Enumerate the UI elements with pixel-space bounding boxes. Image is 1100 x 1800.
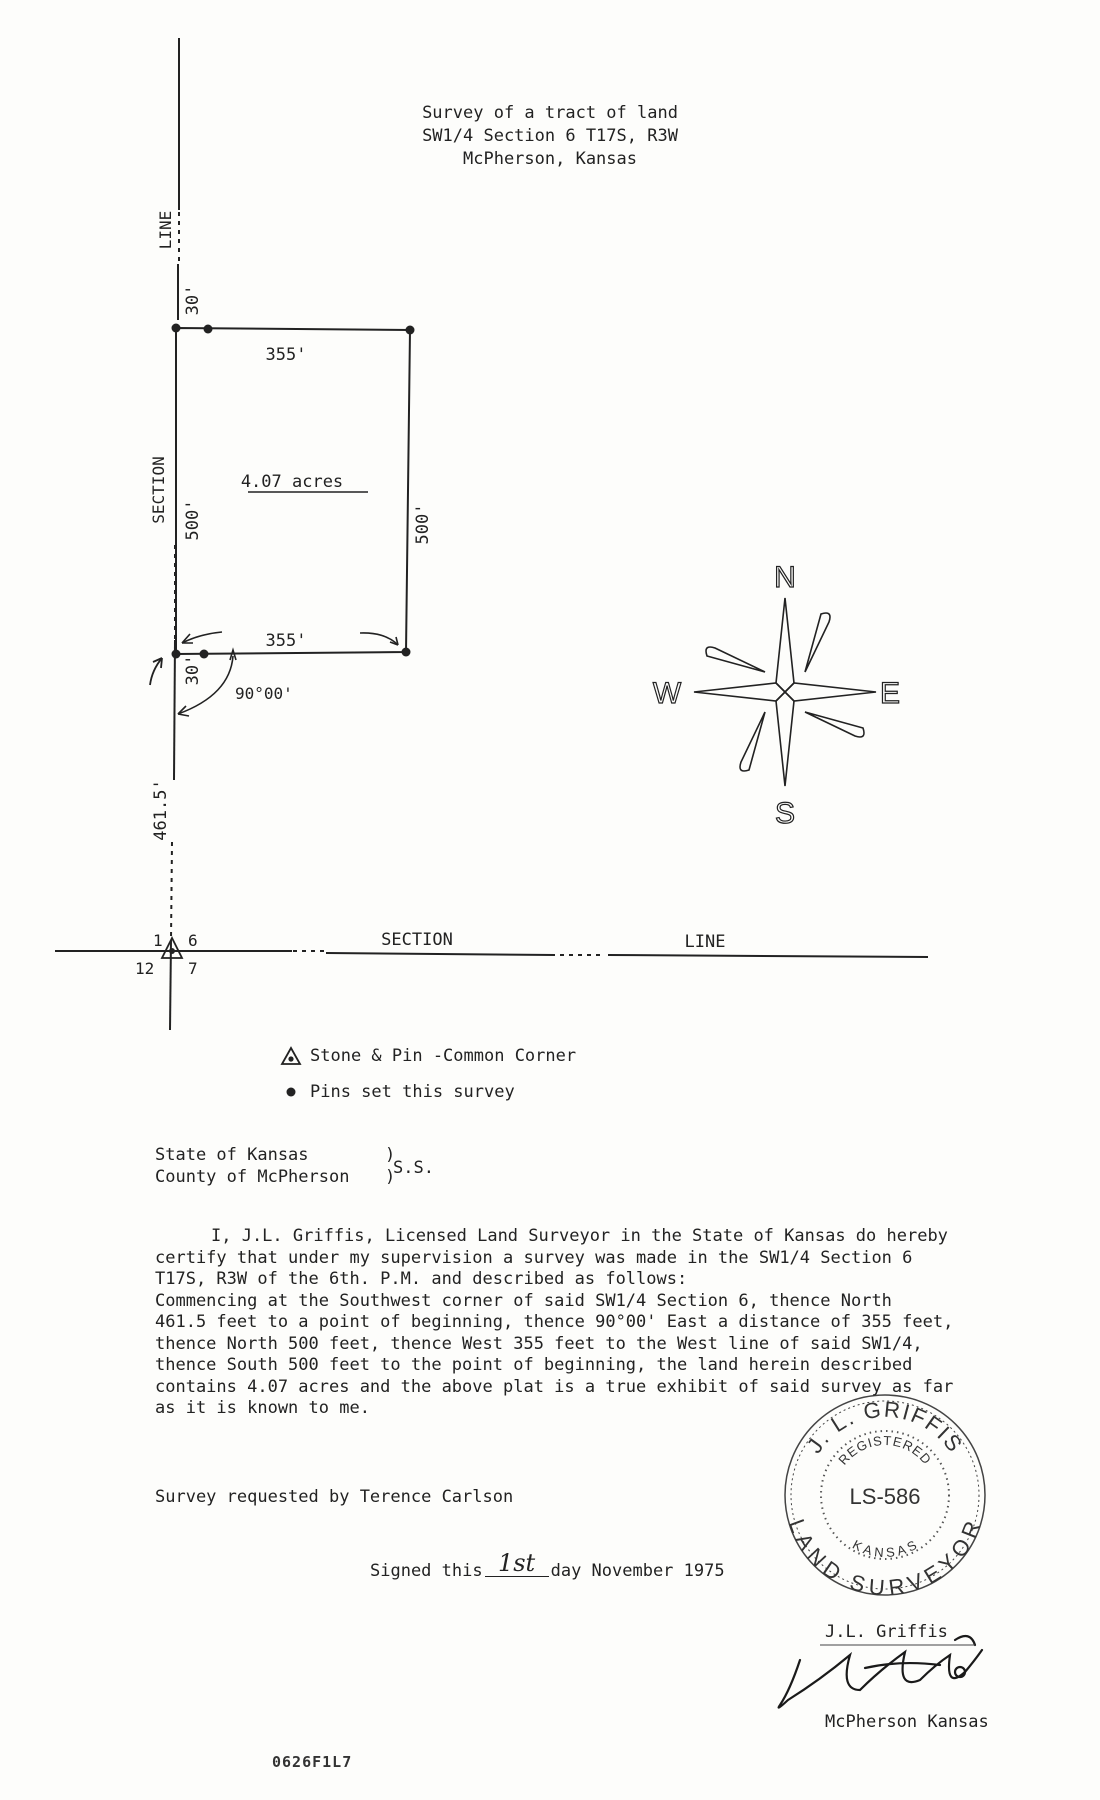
surveyor-city: McPherson Kansas bbox=[825, 1712, 989, 1732]
title-line-3: McPherson, Kansas bbox=[463, 149, 637, 169]
west-side-length: 500' bbox=[183, 499, 203, 541]
pin-north-offset bbox=[204, 325, 213, 334]
west-section-line-dash-3 bbox=[171, 842, 172, 940]
handwritten-signature bbox=[779, 1636, 982, 1708]
south-side-length: 355' bbox=[265, 631, 307, 651]
pin-northeast bbox=[406, 326, 415, 335]
south-section-line-mid bbox=[326, 953, 555, 955]
south-line-label-right: LINE bbox=[684, 932, 726, 952]
west-line-label-top: LINE bbox=[156, 210, 175, 250]
signed-day: 1st bbox=[485, 1550, 549, 1577]
west-section-line-lower bbox=[174, 640, 175, 780]
common-corner-pin bbox=[169, 948, 175, 954]
seal-text-top: J. L. GRIFFIS bbox=[801, 1396, 969, 1458]
pin-northwest bbox=[172, 324, 181, 333]
legend-stone-row bbox=[280, 1046, 576, 1066]
certificate-line-4: Commencing at the Southwest corner of said SW1/4 Section 6, thence North bbox=[155, 1290, 892, 1311]
area-label: 4.07 acres bbox=[240, 472, 344, 492]
north-side-length: 355' bbox=[265, 345, 307, 365]
south-line-label-left: SECTION bbox=[381, 930, 453, 950]
surveyor-seal bbox=[784, 1395, 986, 1600]
compass-label-w: W bbox=[652, 677, 682, 710]
seal-text-registered: REGISTERED bbox=[835, 1432, 935, 1468]
certificate-text bbox=[155, 1226, 1015, 1420]
pin-southeast bbox=[402, 648, 411, 657]
legend-stone-label: Stone & Pin -Common Corner bbox=[310, 1046, 577, 1066]
compass-rose bbox=[653, 561, 900, 830]
compass-point-east bbox=[785, 683, 876, 701]
compass-petal-se bbox=[805, 712, 864, 737]
pin-dot-icon bbox=[280, 1082, 302, 1102]
venue-state: State of Kansas bbox=[155, 1145, 309, 1165]
compass-label-n: N bbox=[774, 561, 796, 594]
distance-from-corner-label: 461.5' bbox=[151, 779, 171, 841]
certificate-line-8: contains 4.07 acres and the above plat is a true exhibit of said survey as far bbox=[155, 1376, 954, 1397]
venue-block bbox=[155, 1144, 395, 1188]
section-number-nw: 1 bbox=[153, 931, 163, 950]
certificate-line-6: thence North 500 feet, thence West 355 feet to the West line of said SW1/4, bbox=[155, 1333, 923, 1354]
north-offset-label: 30' bbox=[183, 284, 203, 316]
east-side-length: 500' bbox=[413, 503, 433, 545]
south-section-line-right bbox=[608, 955, 928, 957]
section-number-se: 7 bbox=[188, 959, 198, 978]
pin-southwest bbox=[172, 650, 181, 659]
certificate-line-2: certify that under my supervision a survey was made in the SW1/4 Section 6 bbox=[155, 1247, 913, 1268]
angle-label: 90°00' bbox=[235, 684, 293, 703]
certificate-line-5: 461.5 feet to a point of beginning, thence 90°00' East a distance of 355 feet, bbox=[155, 1312, 954, 1332]
compass-label-e: E bbox=[879, 677, 901, 710]
certificate-line-9: as it is known to me. bbox=[155, 1398, 370, 1418]
survey-requested-by: Survey requested by Terence Carlson bbox=[155, 1487, 514, 1507]
legend-pins-label: Pins set this survey bbox=[310, 1082, 515, 1102]
signed-date-line bbox=[370, 1550, 725, 1581]
compass-petal-sw bbox=[740, 712, 765, 771]
signed-prefix: Signed this bbox=[370, 1561, 483, 1581]
title-line-2: SW1/4 Section 6 T17S, R3W bbox=[422, 126, 678, 146]
certificate-line-3: T17S, R3W of the 6th. P.M. and described as follows: bbox=[155, 1269, 688, 1289]
angle-arrow-north bbox=[182, 632, 222, 643]
compass-point-west bbox=[694, 683, 785, 701]
section-number-sw: 12 bbox=[135, 959, 155, 978]
corner-arrow bbox=[150, 658, 162, 685]
venue-paren-2: ) bbox=[385, 1167, 396, 1187]
legend-pins-row bbox=[280, 1082, 515, 1102]
certificate-line-1: I, J.L. Griffis, Licensed Land Surveyor in the State of Kansas do hereby bbox=[211, 1226, 948, 1246]
certificate-line-7: thence South 500 feet to the point of beginning, the land herein described bbox=[155, 1355, 913, 1375]
compass-label-s: S bbox=[774, 797, 796, 830]
compass-point-south bbox=[776, 692, 794, 786]
surveyor-name: J.L. Griffis bbox=[825, 1622, 948, 1642]
section-number-ne: 6 bbox=[188, 931, 198, 950]
venue-county: County of McPherson bbox=[155, 1167, 350, 1187]
seal-text-state: KANSAS bbox=[850, 1536, 920, 1561]
venue-paren-1: ) bbox=[385, 1145, 396, 1165]
document-number: 0626F1L7 bbox=[272, 1753, 353, 1771]
title-line-1: Survey of a tract of land bbox=[422, 103, 678, 123]
seal-license-number: LS-586 bbox=[849, 1484, 921, 1509]
signed-suffix: day November 1975 bbox=[550, 1561, 725, 1581]
south-offset-label: 30' bbox=[183, 654, 203, 686]
compass-petal-ne bbox=[805, 613, 830, 672]
stone-triangle-icon bbox=[280, 1046, 302, 1066]
west-line-label-mid: SECTION bbox=[149, 456, 168, 524]
compass-petal-nw bbox=[706, 647, 765, 672]
venue-ss: S.S. bbox=[393, 1158, 434, 1178]
compass-point-north bbox=[776, 598, 794, 692]
seal-text-bottom: LAND SURVEYOR bbox=[783, 1515, 987, 1601]
